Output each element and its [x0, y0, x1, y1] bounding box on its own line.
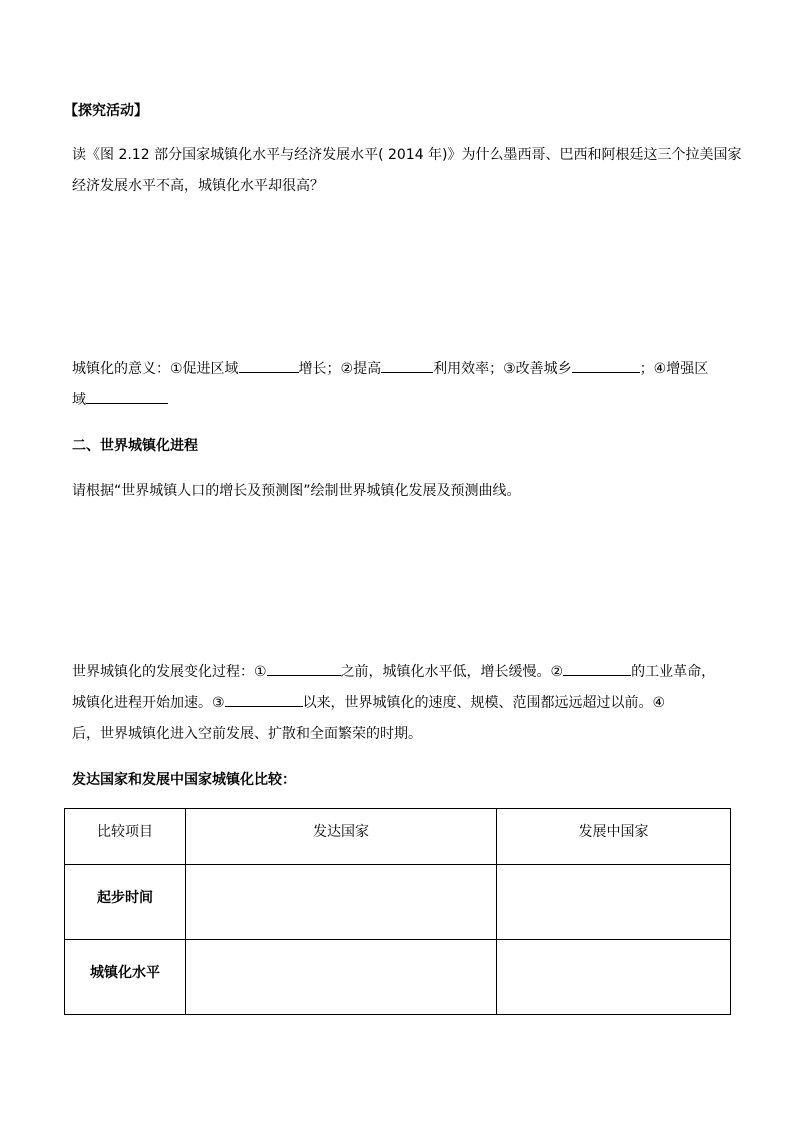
process-text-2: 之前，城镇化水平低，增长缓慢。② [340, 664, 564, 680]
process-line3: 后，世界城镇化进入空前发展、扩散和全面繁荣的时期。 [72, 726, 422, 742]
table-row [65, 865, 731, 940]
process-text-1: 世界城镇化的发展变化过程：① [72, 664, 267, 680]
process-text-3: 的工业革命， [631, 664, 716, 680]
activity-question-line2: 经济发展水平不高，城镇化水平却很高？ [72, 178, 324, 194]
blank-utilization[interactable] [381, 358, 433, 373]
process-text-5: 以来，世界城镇化的速度、规模、范围都远远超过以前。④ [302, 695, 666, 711]
significance-line2 [72, 389, 168, 410]
process-line1 [72, 661, 715, 682]
activity-heading: 【探究活动】 [64, 103, 148, 119]
process-text-4: 城镇化进程开始加速。③ [72, 695, 225, 711]
comparison-table [64, 808, 731, 1015]
blank-urban-rural[interactable] [572, 358, 640, 373]
comparison-title: 发达国家和发展中国家城镇化比较： [72, 772, 296, 788]
cell-developing-start-time[interactable] [497, 865, 731, 940]
blank-regional-growth[interactable] [239, 358, 299, 373]
cell-developed-urbanization-level[interactable] [186, 940, 497, 1015]
cell-developed-start-time[interactable] [186, 865, 497, 940]
table-header-row [65, 809, 731, 865]
significance-line1 [72, 358, 708, 379]
row-label-urbanization-level: 城镇化水平 [65, 940, 186, 1015]
header-developed: 发达国家 [186, 809, 497, 865]
activity-question-line1: 读《图 2.12 部分国家城镇化水平与经济发展水平( 2014 年)》为什么墨西哥、巴西和阿根廷这三个拉美国家 [72, 147, 742, 163]
header-developing: 发展中国家 [497, 809, 731, 865]
table-row [65, 940, 731, 1015]
cell-developing-urbanization-level[interactable] [497, 940, 731, 1015]
significance-text-1: 城镇化的意义：①促进区域 [72, 361, 239, 377]
section2-heading: 二、世界城镇化进程 [72, 438, 198, 454]
blank-industrial-revolution[interactable] [563, 661, 631, 676]
blank-before[interactable] [267, 661, 341, 676]
significance-text-3: 利用效率；③改善城乡 [433, 361, 572, 377]
process-line2 [72, 692, 665, 713]
significance-text-4: ；④增强区 [639, 361, 709, 377]
header-item: 比较项目 [65, 809, 186, 865]
blank-regional[interactable] [86, 389, 168, 404]
section2-instruction: 请根据“世界城镇人口的增长及预测图”绘制世界城镇化发展及预测曲线。 [72, 483, 521, 499]
row-label-start-time: 起步时间 [65, 865, 186, 940]
blank-since[interactable] [225, 692, 303, 707]
significance-text-5: 域 [72, 392, 86, 408]
significance-text-2: 增长；②提高 [298, 361, 382, 377]
